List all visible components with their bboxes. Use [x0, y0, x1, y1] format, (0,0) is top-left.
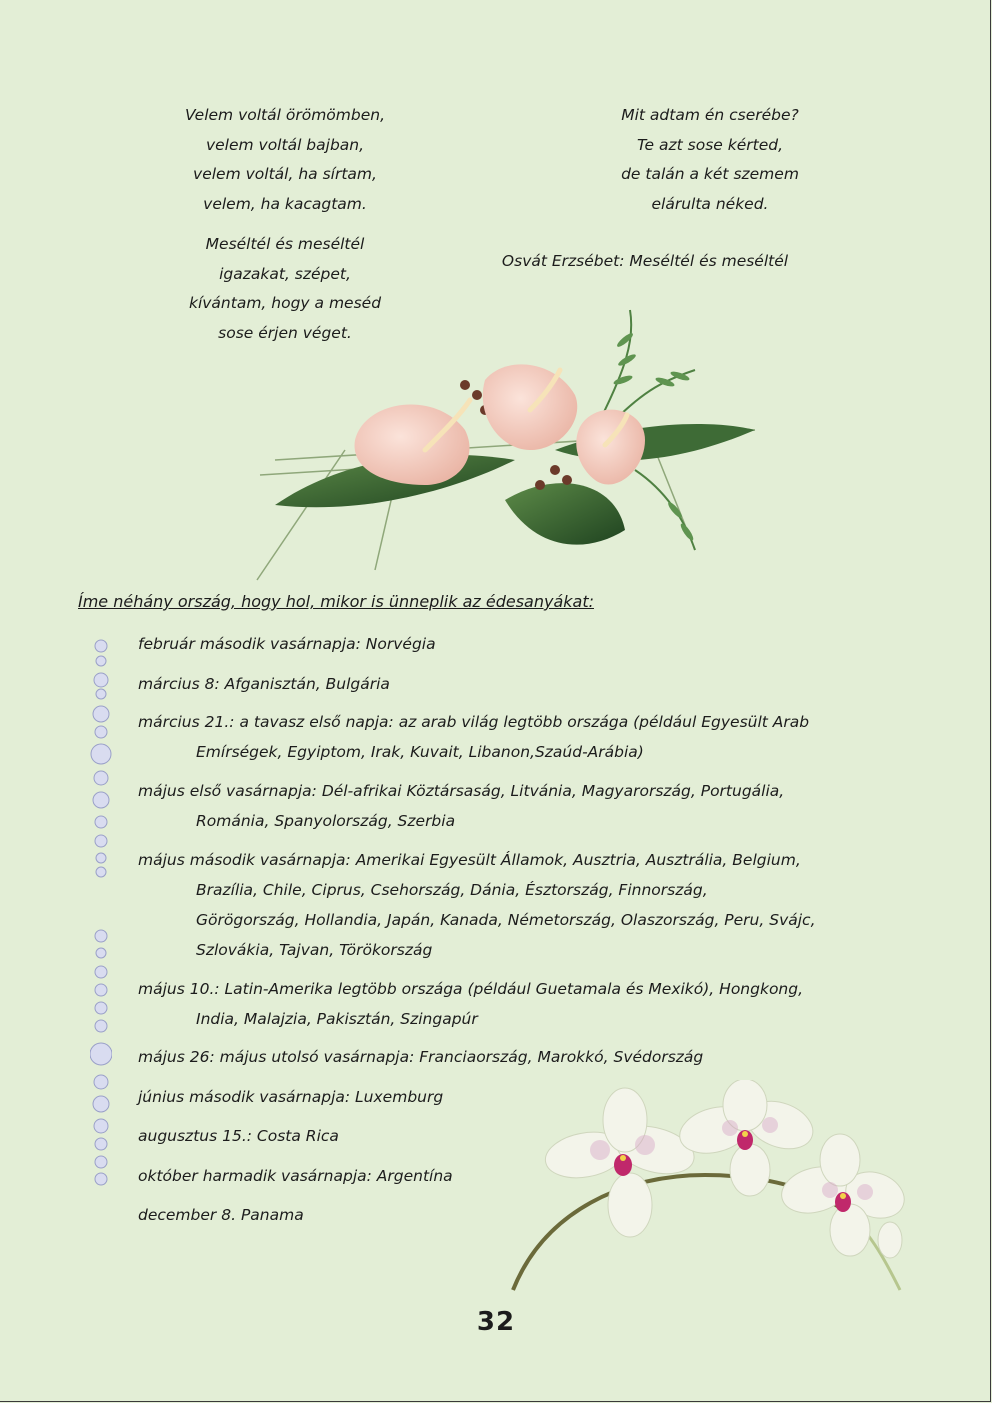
poem-line: igazakat, szépet,	[219, 264, 351, 283]
poem-line: velem, ha kacagtam.	[203, 194, 367, 213]
list-item	[138, 845, 898, 965]
list-item-date: március 8:	[138, 675, 220, 693]
list-item-date: március 21.:	[138, 713, 235, 731]
list-item-date: június második vasárnapja:	[138, 1088, 351, 1106]
orchid-image	[505, 1080, 915, 1305]
list-item-date: február második vasárnapja:	[138, 635, 361, 653]
list-item-countries: Latin-Amerika legtöbb országa (például Guetamala és Mexikó), Hongkong,	[224, 980, 804, 998]
list-heading: Íme néhány ország, hogy hol, mikor is ünneplik az édesanyákat:	[78, 592, 594, 611]
poem-stanza-left-1	[150, 101, 420, 219]
poem-line: Velem voltál örömömben,	[184, 106, 386, 124]
list-item-date: május 26:	[138, 1048, 215, 1066]
list-item-countries: a tavasz első napja: az arab világ legtöbb országa (például Egyesült Arab	[239, 713, 810, 731]
list-item-countries: Emírségek, Egyiptom, Irak, Kuvait, Libanon,Szaúd-Arábia)	[196, 743, 644, 761]
poem-line: de talán a két szemem	[621, 165, 799, 183]
poem-line: Mit adtam én cserébe?	[621, 106, 799, 124]
list-item-countries: Románia, Spanyolország, Szerbia	[196, 812, 456, 830]
list-item	[138, 776, 898, 836]
list-item-countries: Amerikai Egyesült Államok, Ausztria, Ausztrália, Belgium,	[355, 851, 801, 869]
poem-line: Meséltél és meséltél	[205, 235, 365, 253]
poem-line: velem voltál bajban,	[205, 135, 365, 154]
list-item-date: december 8.	[138, 1206, 236, 1224]
poem-line: velem voltál, ha sírtam,	[193, 165, 377, 183]
list-item-countries: India, Malajzia, Pakisztán, Szingapúr	[196, 1010, 478, 1028]
poem-line: sose érjen véget.	[218, 323, 352, 342]
pearl-strand-decoration	[90, 636, 112, 1196]
list-item-date: május 10.:	[138, 980, 220, 998]
poem-line: elárulta néked.	[651, 194, 769, 213]
poem-line: kívántam, hogy a meséd	[188, 294, 382, 312]
list-item-countries: Panama	[240, 1206, 304, 1224]
poem-attribution: Osvát Erzsébet: Meséltél és meséltél	[501, 252, 789, 270]
list-item-date: augusztus 15.:	[138, 1127, 252, 1145]
anthurium-bouquet-image	[255, 300, 765, 590]
list-item	[138, 1042, 898, 1072]
list-item-countries: Norvégia	[365, 635, 436, 653]
list-item-countries: Costa Rica	[256, 1127, 339, 1145]
list-item-countries: Görögország, Hollandia, Japán, Kanada, Németország, Olaszország, Peru, Svájc,	[196, 911, 816, 929]
list-item-countries: Brazília, Chile, Ciprus, Csehország, Dánia, Észtország, Finnország,	[196, 881, 708, 899]
list-item-countries: május utolsó vasárnapja: Franciaország, Marokkó, Svédország	[219, 1048, 704, 1066]
list-item-countries: Dél-afrikai Köztársaság, Litvánia, Magyarország, Portugália,	[321, 782, 785, 800]
page-number: 32	[476, 1307, 516, 1337]
list-item	[138, 629, 898, 659]
list-item-countries: Afganisztán, Bulgária	[224, 675, 390, 693]
list-item	[138, 974, 898, 1034]
poem-line: Te azt sose kérted,	[636, 135, 784, 154]
list-item-date: október harmadik vasárnapja:	[138, 1167, 372, 1185]
list-item-countries: Szlovákia, Tajvan, Törökország	[196, 941, 433, 959]
list-item-countries: Argentína	[376, 1167, 453, 1185]
list-item-date: május második vasárnapja:	[138, 851, 351, 869]
poem-stanza-right-1	[575, 101, 845, 219]
list-item	[138, 669, 898, 699]
list-item-date: május első vasárnapja:	[138, 782, 317, 800]
list-item	[138, 707, 898, 767]
list-item-countries: Luxemburg	[355, 1088, 444, 1106]
